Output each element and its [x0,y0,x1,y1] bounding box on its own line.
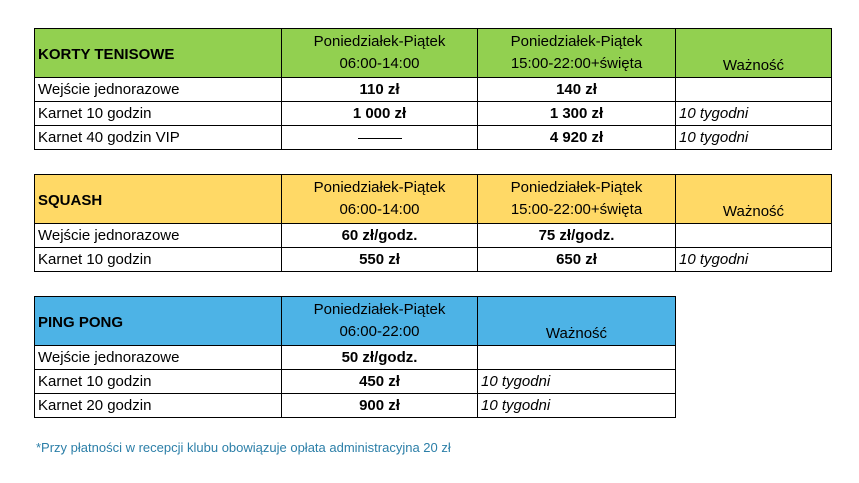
row-label: Karnet 10 godzin [35,248,282,272]
squash-peak-hours: 15:00-22:00+święta [510,201,643,218]
table-row [35,248,832,272]
validity-cell: 10 tygodni [676,102,832,126]
price-cell: 650 zł [478,248,676,272]
squash-section-title: SQUASH [35,175,282,224]
row-label: Wejście jednorazowe [35,78,282,102]
price-cell: 1 000 zł [282,102,478,126]
tennis-peak-header [478,29,676,78]
price-cell: 900 zł [282,394,478,418]
pingpong-allday-hours: 06:00-22:00 [339,323,420,340]
table-row [35,370,676,394]
table-row [35,102,832,126]
validity-cell: 10 tygodni [676,248,832,272]
validity-cell [478,346,676,370]
validity-cell [676,224,832,248]
tennis-validity-header: Ważność [676,29,832,78]
row-label: Karnet 20 godzin [35,394,282,418]
dash-line [358,138,402,139]
row-label: Wejście jednorazowe [35,346,282,370]
table-row [35,394,676,418]
pingpong-price-table [34,296,676,418]
squash-offpeak-header [282,175,478,224]
tennis-peak-days: Poniedziałek-Piątek [510,33,643,50]
squash-peak-header [478,175,676,224]
validity-cell: 10 tygodni [478,370,676,394]
tennis-offpeak-header [282,29,478,78]
pingpong-section-title: PING PONG [35,297,282,346]
tennis-header-row [35,29,832,78]
tennis-peak-hours: 15:00-22:00+święta [510,55,643,72]
price-cell: 550 zł [282,248,478,272]
squash-header-row [35,175,832,224]
table-row [35,224,832,248]
price-cell: 75 zł/godz. [478,224,676,248]
price-cell: 450 zł [282,370,478,394]
table-row [35,78,832,102]
validity-cell: 10 tygodni [676,126,832,150]
pingpong-allday-header [282,297,478,346]
row-label: Karnet 10 godzin [35,102,282,126]
price-cell: 50 zł/godz. [282,346,478,370]
validity-cell: 10 tygodni [478,394,676,418]
table-row [35,346,676,370]
price-cell-not-available [282,126,478,150]
squash-price-table [34,174,832,272]
row-label: Karnet 40 godzin VIP [35,126,282,150]
price-cell: 1 300 zł [478,102,676,126]
tennis-offpeak-days: Poniedziałek-Piątek [313,33,446,50]
row-label: Wejście jednorazowe [35,224,282,248]
squash-peak-days: Poniedziałek-Piątek [510,179,643,196]
tennis-price-table [34,28,832,150]
squash-offpeak-hours: 06:00-14:00 [339,201,420,218]
pingpong-header-row [35,297,676,346]
price-cell: 140 zł [478,78,676,102]
squash-offpeak-days: Poniedziałek-Piątek [313,179,446,196]
price-cell: 110 zł [282,78,478,102]
tennis-section-title: KORTY TENISOWE [35,29,282,78]
row-label: Karnet 10 godzin [35,370,282,394]
pingpong-allday-days: Poniedziałek-Piątek [313,301,446,318]
administrative-fee-footnote: *Przy płatności w recepcji klubu obowiązuje opłata administracyjna 20 zł [36,440,451,455]
table-row [35,126,832,150]
price-cell: 4 920 zł [478,126,676,150]
validity-cell [676,78,832,102]
tennis-offpeak-hours: 06:00-14:00 [339,55,420,72]
price-cell: 60 zł/godz. [282,224,478,248]
pingpong-validity-header: Ważność [478,297,676,346]
squash-validity-header: Ważność [676,175,832,224]
